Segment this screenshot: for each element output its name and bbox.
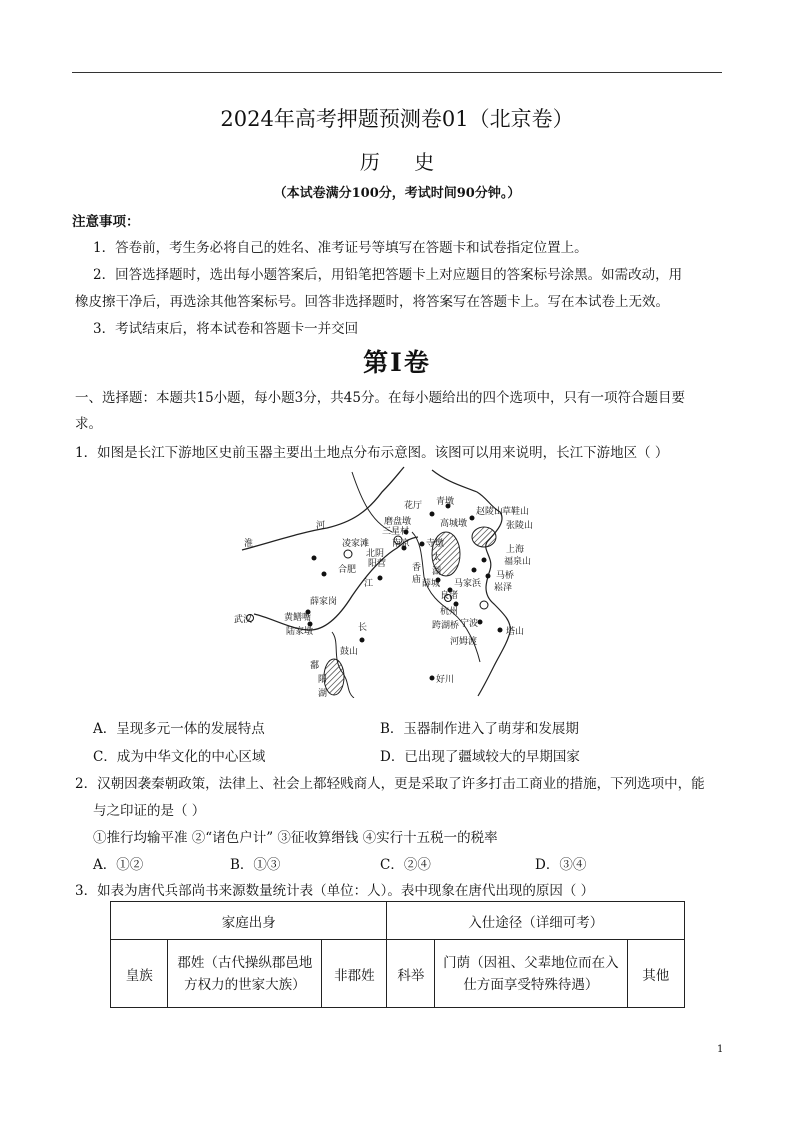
page-number: 1 <box>717 1044 724 1055</box>
junxing-line-2: 方权力的世家大族） <box>184 976 306 993</box>
map-label-hefei: 合肥 <box>338 565 357 575</box>
table-head-family: 家庭出身 <box>111 902 387 940</box>
question-3-stem: 3．如表为唐代兵部尚书来源数量统计表（单位：人）。表中现象在唐代出现的原因（ ） <box>75 883 595 899</box>
map-label-shidun: 磨盘墩 <box>384 517 412 527</box>
map-label-sanxingcun: 三星村 <box>382 527 410 537</box>
map-label-poyang-1: 鄱 <box>310 661 320 671</box>
map-label-haochuan: 好川 <box>436 675 455 685</box>
question-1-option-a[interactable]: A．呈现多元一体的发展特点 <box>93 721 265 737</box>
note-item-2-cont: 橡皮擦干净后，再选涂其他答案标号。回答非选择题时，将答案写在答题卡上。写在本试卷上无效。 <box>75 294 669 310</box>
map-label-hangzhou: 杭州 <box>440 607 459 617</box>
map-river-north <box>242 467 404 550</box>
map-label-huai: 淮 <box>244 539 254 549</box>
map-label-yaoshan: 鼓山 <box>340 647 359 657</box>
coastal-lake <box>472 527 496 547</box>
map-label-huatou: 花厅 <box>404 501 423 511</box>
map-label-xuejiagang: 薛家岗 <box>310 597 338 607</box>
menyin-line-2: 仕方面享受特殊待遇） <box>463 976 599 993</box>
question-2-option-a[interactable]: A．①② <box>93 857 144 873</box>
map-yangtze-river <box>254 537 418 630</box>
table-cell-keju: 科举 <box>387 940 435 1008</box>
map-label-sidun: 寺墩 <box>426 539 445 549</box>
map-label-yangying: 阳营 <box>368 559 387 569</box>
section-instruction: 一、选择题：本题共15小题，每小题3分，共45分。在每小题给出的四个选项中，只有一项符合题目要 <box>75 390 685 406</box>
map-label-majiabang: 马家浜 <box>454 579 482 589</box>
map-label-xiang: 香 <box>412 563 422 573</box>
map-label-hemudu: 河姆渡 <box>450 637 478 647</box>
note-item-3: 3．考试结束后，将本试卷和答题卡一并交回 <box>93 321 359 337</box>
map-label-jiang: 江 <box>364 579 374 589</box>
jade-distribution-map <box>232 462 582 698</box>
map-label-shanghai: 上海 <box>506 545 525 555</box>
map-label-qingdun: 青墩 <box>436 497 455 507</box>
map-label-taihu-2: 湖 <box>432 567 442 577</box>
table-header-row <box>111 902 685 940</box>
header-rule <box>72 72 722 73</box>
question-2-stem: 2．汉朝因袭秦朝政策，法律上、社会上都轻贱商人，更是采取了许多打击工商业的措施，下列选项中，能 <box>75 776 705 792</box>
table-cell-menyin <box>435 940 627 1008</box>
map-label-kuahuqiao: 跨湖桥 <box>432 621 460 631</box>
map-label-chang: 长 <box>358 623 368 633</box>
map-label-huangmeiling: 黄鳝嘴 <box>284 613 312 623</box>
map-label-taihu-1: 太 <box>432 553 442 563</box>
table-sub-row <box>111 940 685 1008</box>
map-label-liangzhu: 良渚 <box>440 591 459 601</box>
map-label-poyang-2: 阳 <box>318 675 328 685</box>
note-item-2: 2．回答选择题时，选出每小题答案后，用铅笔把答题卡上对应题目的答案标号涂黑。如需改动，用 <box>93 267 683 283</box>
question-2-option-b[interactable]: B．①③ <box>230 857 281 873</box>
table-cell-junxing <box>168 940 322 1008</box>
question-1-stem: 1．如图是长江下游地区史前玉器主要出土地点分布示意图。该图可以用来说明，长江下游地区（ ） <box>75 445 669 461</box>
table-cell-other: 其他 <box>627 940 685 1008</box>
part-title: 第I卷 <box>363 348 431 377</box>
map-label-beiyin: 北阴 <box>366 549 385 559</box>
map-label-wuhan: 武汉 <box>234 615 253 625</box>
question-2-items: ①推行均输平准 ②“诸色户计” ③征收算缗钱 ④实行十五税一的税率 <box>93 830 498 846</box>
question-2-option-d[interactable]: D．③④ <box>535 857 587 873</box>
question-2-option-c[interactable]: C．②④ <box>380 857 431 873</box>
section-instruction-cont: 求。 <box>75 416 102 432</box>
map-label-zhaoling: 赵陵山 <box>476 507 504 517</box>
map-label-luojiabai: 陆家墩 <box>286 627 314 637</box>
map-label-miao: 庙 <box>412 575 422 585</box>
exam-title: 2024年高考押题预测卷01（北京卷） <box>220 107 574 131</box>
map-label-nanjing: 南京 <box>392 539 411 549</box>
notes-heading: 注意事项： <box>72 214 140 230</box>
score-note: （本试卷满分100分，考试时间90分钟。） <box>273 186 521 201</box>
map-label-chongze: 崧泽 <box>494 583 513 593</box>
map-label-fuquanshan: 福泉山 <box>504 557 532 567</box>
subject-title: 历 史 <box>359 150 449 174</box>
map-label-ningbo: 宁波 <box>460 619 479 629</box>
question-1-option-c[interactable]: C．成为中华文化的中心区域 <box>93 749 266 765</box>
map-label-maqiao: 马桥 <box>496 571 515 581</box>
table-head-path: 入仕途径（详细可考） <box>387 902 685 940</box>
note-item-1: 1．答卷前，考生务必将自己的姓名、准考证号等填写在答题卡和试卷指定位置上。 <box>93 240 588 256</box>
question-3-table <box>110 901 685 1008</box>
menyin-line-1: 门荫（因祖、父辈地位而在入 <box>443 954 619 971</box>
map-label-poyang-3: 湖 <box>318 689 328 698</box>
question-2-stem-cont: 与之印证的是（ ） <box>93 803 206 819</box>
map-label-he: 河 <box>316 521 326 531</box>
map-label-gaochengdun: 高城墩 <box>440 519 468 529</box>
table-cell-non-junxing: 非郡姓 <box>322 940 387 1008</box>
question-1-option-b[interactable]: B．玉器制作进入了萌芽和发展期 <box>380 721 579 737</box>
question-1-option-d[interactable]: D．已出现了疆域较大的早期国家 <box>380 749 580 765</box>
map-label-zhangling: 张陵山 <box>506 521 534 531</box>
map-label-caoxieshan: 草鞋山 <box>502 507 530 517</box>
map-label-xuecheng: 薛城 <box>422 579 441 589</box>
map-label-lingjiatan: 凌家滩 <box>342 539 370 549</box>
map-label-tashan: 塔山 <box>506 627 525 637</box>
table-cell-royal: 皇族 <box>111 940 168 1008</box>
junxing-line-1: 郡姓（古代操纵郡邑地 <box>177 954 313 971</box>
